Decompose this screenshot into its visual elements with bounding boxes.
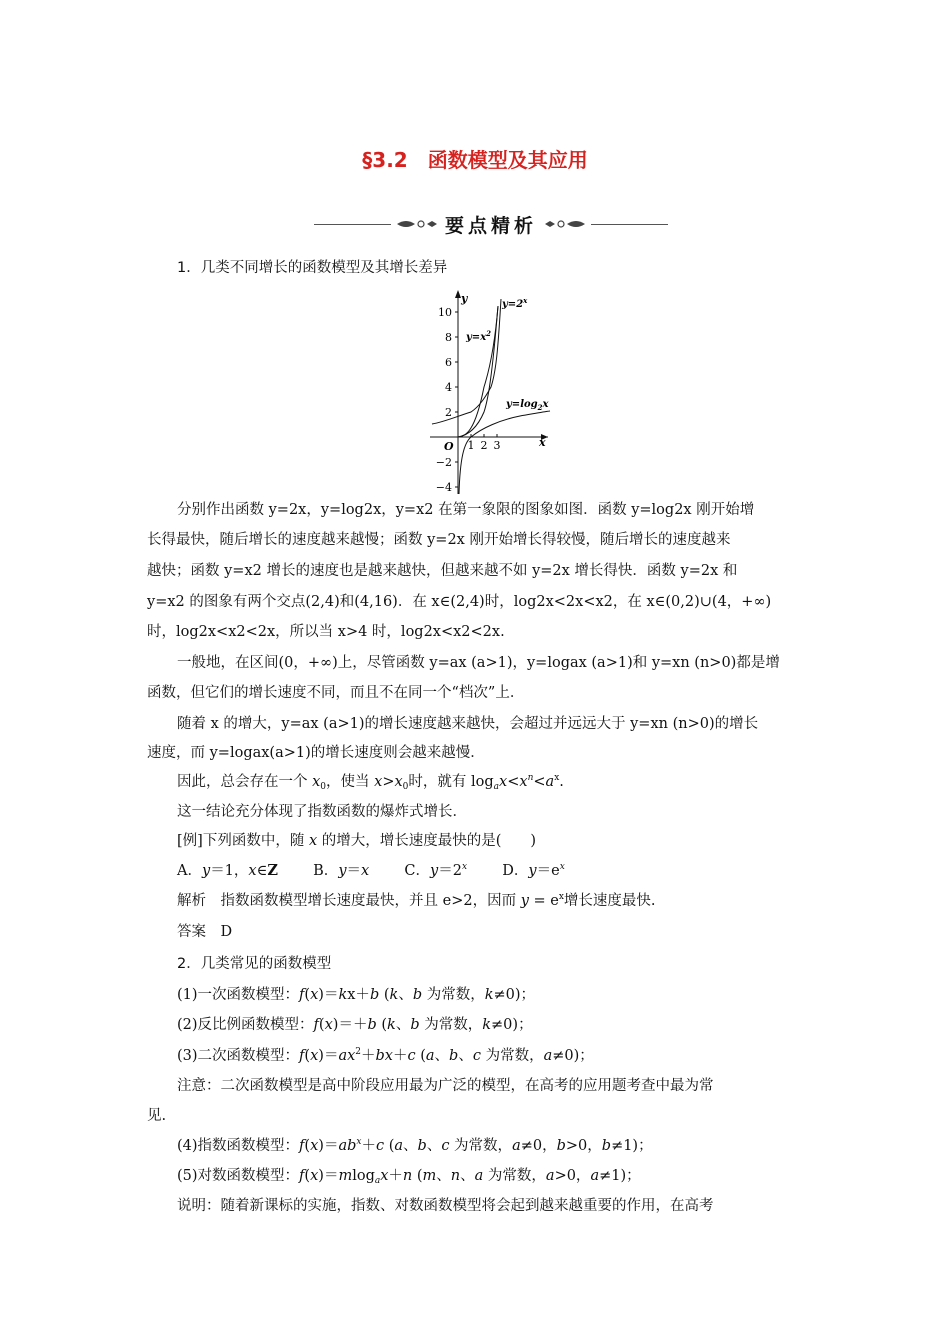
option-a: A．y＝1，x∈Z <box>177 862 278 879</box>
x-tick-label: 2 <box>480 439 488 452</box>
label-logarithmic: $y=\log_2x$ <box>506 399 549 412</box>
para2-line: 函数，但它们的增长速度不同，而且不在同一个“档次”上． <box>147 685 525 701</box>
option-c: C．$y=2^x$ <box>404 862 468 879</box>
note-line: 注意：二次函数模型是高中阶段应用最为广泛的模型，在高考的应用题考查中最为常 <box>177 1078 714 1094</box>
section-heading-1: 1．几类不同增长的函数模型及其增长差异 <box>177 260 448 276</box>
explain-line: 说明：随着新课标的实施，指数、对数函数模型将会起到越来越重要的作用，在高考 <box>177 1198 714 1214</box>
para1-line: y=x2 的图象有两个交点(2,4)和(4,16)．在 x∈(2,4)时，log2x<2x<x2，在 x∈(0,2)∪(4，+∞) <box>147 594 772 610</box>
model-linear: (1)一次函数模型：f(x)＝kx＋b (k、b 为常数，k≠0)； <box>177 987 536 1003</box>
solution-label: 解析 <box>177 893 206 909</box>
curve-quadratic-low <box>458 306 498 437</box>
y-tick-label: 8 <box>445 331 452 344</box>
para3-line: 随着 x 的增大，y=ax (a>1)的增长速度越来越快，会超过并远远大于 y=xn (n>0)的增长 <box>177 716 759 732</box>
para1-line: 越快；函数 y=x2 增长的速度也是越来越快，但越来越不如 y=2x 增长得快．函数 y=2x 和 <box>147 563 738 579</box>
banner-rule-left <box>314 224 391 225</box>
curve-quadratic <box>458 306 498 437</box>
curve-logarithmic <box>459 411 550 494</box>
para4-line: 因此，总会存在一个 $x_0$，使当 $x>x_0$时，就有 $\log_ax<x^n<a^x$. <box>177 773 564 792</box>
para1-line: 长得最快，随后增长的速度越来越慢；函数 y=2x 刚开始增长得较慢，随后增长的速度越来 <box>147 532 731 548</box>
page-title: §3.2 函数模型及其应用 <box>362 148 588 172</box>
explain-label: 说明 <box>177 1198 206 1214</box>
x-axis-label: x <box>539 436 546 449</box>
note-line-2: 见. <box>147 1108 167 1124</box>
section-banner <box>314 208 668 240</box>
model-logarithmic: (5)对数函数模型：f(x)＝mlog$_a$x＋n (m、n、a 为常数，a>0，a≠1)； <box>177 1168 641 1186</box>
y-tick-label: 10 <box>438 306 452 319</box>
y-tick-label: 4 <box>445 381 452 394</box>
para1-line: 时，log2x<x2<2x，所以当 x>4 时，log2x<x2<2x. <box>147 624 505 640</box>
banner-rule-right <box>591 224 668 225</box>
y-tick-label: −4 <box>435 481 452 494</box>
origin-label: O <box>444 440 454 453</box>
function-growth-graph <box>430 288 560 498</box>
para3-line: 速度，而 y=logax(a>1)的增长速度则会越来越慢． <box>147 745 485 761</box>
para1-line: 分别作出函数 y=2x，y=log2x，y=x2 在第一象限的图象如图．函数 y=log2x 刚开始增 <box>177 502 755 518</box>
example-question: [例]下列函数中，随 x 的增大，增长速度最快的是( ) <box>177 833 537 849</box>
label-exponential: $y=2^x$ <box>502 296 528 310</box>
answer-value: D <box>206 924 233 940</box>
answer-label: 答案 <box>177 924 206 940</box>
example-options <box>177 861 807 881</box>
ornament-icon <box>543 218 587 230</box>
ornament-icon <box>395 218 439 230</box>
option-d: D．$y=e^x$ <box>502 862 565 879</box>
para2-line: 一般地，在区间(0，+∞)上，尽管函数 y=ax (a>1)，y=logax (a>1)和 y=xn (n>0)都是增 <box>177 655 780 671</box>
x-tick-label: 1 <box>467 439 475 452</box>
para5-line: 这一结论充分体现了指数函数的爆炸式增长． <box>177 804 467 820</box>
x-tick-label: 3 <box>493 439 501 452</box>
note-label: 注意 <box>177 1078 206 1094</box>
model-exponential: (4)指数函数模型：$f(x)=ab^x+c$ (a、b、c 为常数，a≠0，b>0，b≠1)； <box>177 1137 653 1154</box>
y-axis-label: y <box>461 292 468 305</box>
label-quadratic: $y=x^2$ <box>466 329 492 343</box>
solution-line: 解析 指数函数模型增长速度最快，并且 e>2，因而 $y = e^x$增长速度最快. <box>177 892 656 909</box>
model-quadratic: (3)二次函数模型：$f(x)=ax^2+bx+c$ (a、b、c 为常数，a≠0)； <box>177 1047 594 1064</box>
y-tick-label: −2 <box>435 456 452 469</box>
section-heading-2: 2．几类常见的函数模型 <box>177 956 332 972</box>
answer-line <box>177 922 807 942</box>
y-tick-label: 2 <box>445 406 452 419</box>
banner-text: 要点精析 <box>445 214 538 237</box>
option-b: B．y＝x <box>313 863 370 879</box>
y-tick-label: 6 <box>445 356 452 369</box>
model-inverse: (2)反比例函数模型：f(x)＝＋b (k、b 为常数，k≠0)； <box>177 1017 533 1033</box>
